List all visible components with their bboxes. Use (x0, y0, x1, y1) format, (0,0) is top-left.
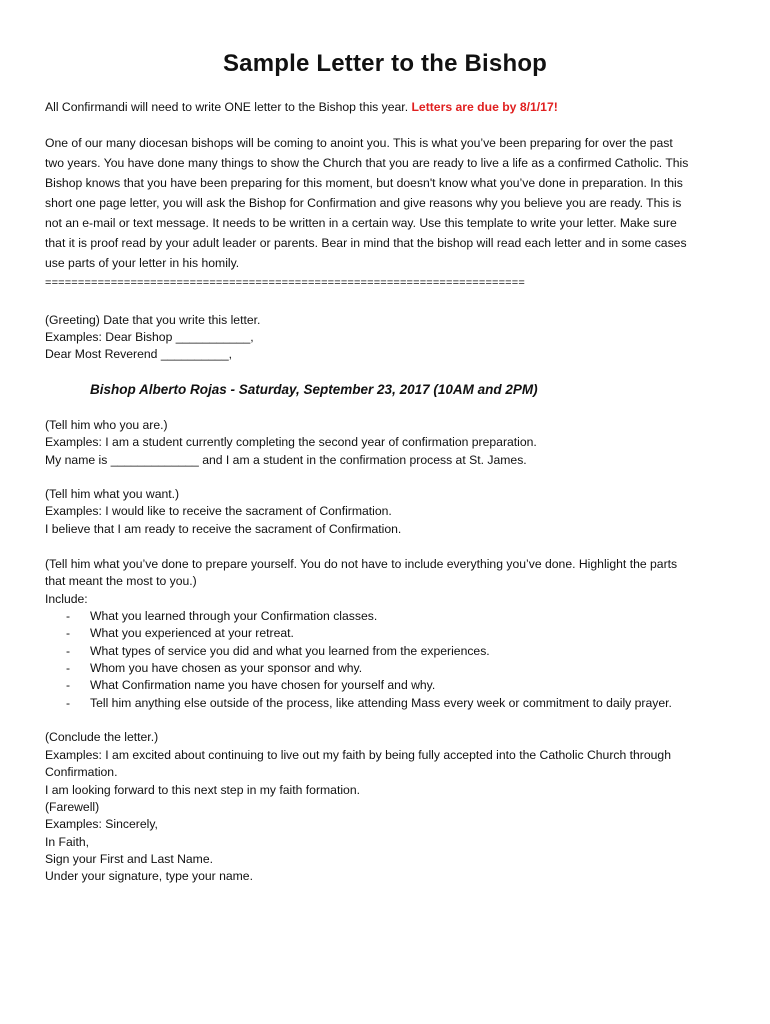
bullet-text: What you experienced at your retreat. (90, 626, 294, 640)
greeting-line: (Greeting) Date that you write this letter. (45, 313, 261, 327)
paragraph-line: two years. You have done many things to show the Church that you are ready to live a life as a confirmed Catholic. This (45, 156, 689, 170)
paragraph-line: One of our many diocesan bishops will be coming to anoint you. This is what you’ve been preparing for over the past (45, 136, 673, 150)
event-details: Bishop Alberto Rojas - Saturday, September 23, 2017 (10AM and 2PM) (90, 382, 538, 397)
bullet-text: Whom you have chosen as your sponsor and why. (90, 661, 363, 675)
who-line: My name is _____________ and I am a student in the confirmation process at St. James. (45, 453, 527, 467)
prepare-line: that meant the most to you.) (45, 574, 197, 588)
want-line: Examples: I would like to receive the sacrament of Confirmation. (45, 504, 392, 518)
bullet-text: Tell him anything else outside of the process, like attending Mass every week or commitment to daily prayer. (90, 696, 672, 710)
conclude-line: Confirmation. (45, 765, 118, 779)
who-line: Examples: I am a student currently completing the second year of confirmation preparation. (45, 435, 537, 449)
bullet-text: What types of service you did and what you learned from the experiences. (90, 644, 490, 658)
greeting-line: Examples: Dear Bishop ___________, (45, 330, 254, 344)
conclude-line: Sign your First and Last Name. (45, 852, 213, 866)
greeting-line: Dear Most Reverend __________, (45, 347, 232, 361)
bullet-dash: - (66, 661, 71, 675)
bullet-text: What Confirmation name you have chosen for yourself and why. (90, 678, 436, 692)
conclude-line: Examples: Sincerely, (45, 817, 158, 831)
prepare-line: (Tell him what you’ve done to prepare yourself. You do not have to include everything you’ve done. Highlight the parts (45, 557, 678, 571)
bullet-dash: - (66, 626, 71, 640)
paragraph-line: that it is proof read by your adult leader or parents. Bear in mind that the bishop will read each letter and in some cases (45, 236, 687, 250)
bullet-dash: - (66, 696, 71, 710)
want-line: (Tell him what you want.) (45, 487, 180, 501)
who-line: (Tell him who you are.) (45, 418, 168, 432)
conclude-line: (Farewell) (45, 800, 100, 814)
bullet-dash: - (66, 678, 71, 692)
intro-line (45, 100, 558, 114)
intro-text: All Confirmandi will need to write ONE letter to the Bishop this year. (45, 100, 412, 114)
paragraph-line: use parts of your letter in his homily. (45, 256, 240, 270)
due-date-notice: Letters are due by 8/1/17! (411, 100, 558, 114)
paragraph-line: not an e-mail or text message. It needs to be written in a certain way. Use this template to write your letter. Make sure (45, 216, 677, 230)
prepare-line: Include: (45, 592, 88, 606)
paragraph-line: Bishop knows that you have been preparing for this moment, but doesn't know what you’ve done in preparation. In this (45, 176, 683, 190)
conclude-line: I am looking forward to this next step in my faith formation. (45, 783, 360, 797)
separator-rule: ========================================================================= (45, 277, 525, 289)
bullet-dash: - (66, 609, 71, 623)
conclude-line: Examples: I am excited about continuing to live out my faith by being fully accepted into the Catholic Church through (45, 748, 671, 762)
want-line: I believe that I am ready to receive the sacrament of Confirmation. (45, 522, 402, 536)
paragraph-line: short one page letter, you will ask the Bishop for Confirmation and give reasons why you believe you are ready. This is (45, 196, 682, 210)
conclude-line: (Conclude the letter.) (45, 730, 159, 744)
conclude-line: In Faith, (45, 835, 90, 849)
bullet-dash: - (66, 644, 71, 658)
bullet-text: What you learned through your Confirmation classes. (90, 609, 378, 623)
page-title: Sample Letter to the Bishop (222, 50, 548, 77)
conclude-line: Under your signature, type your name. (45, 869, 253, 883)
